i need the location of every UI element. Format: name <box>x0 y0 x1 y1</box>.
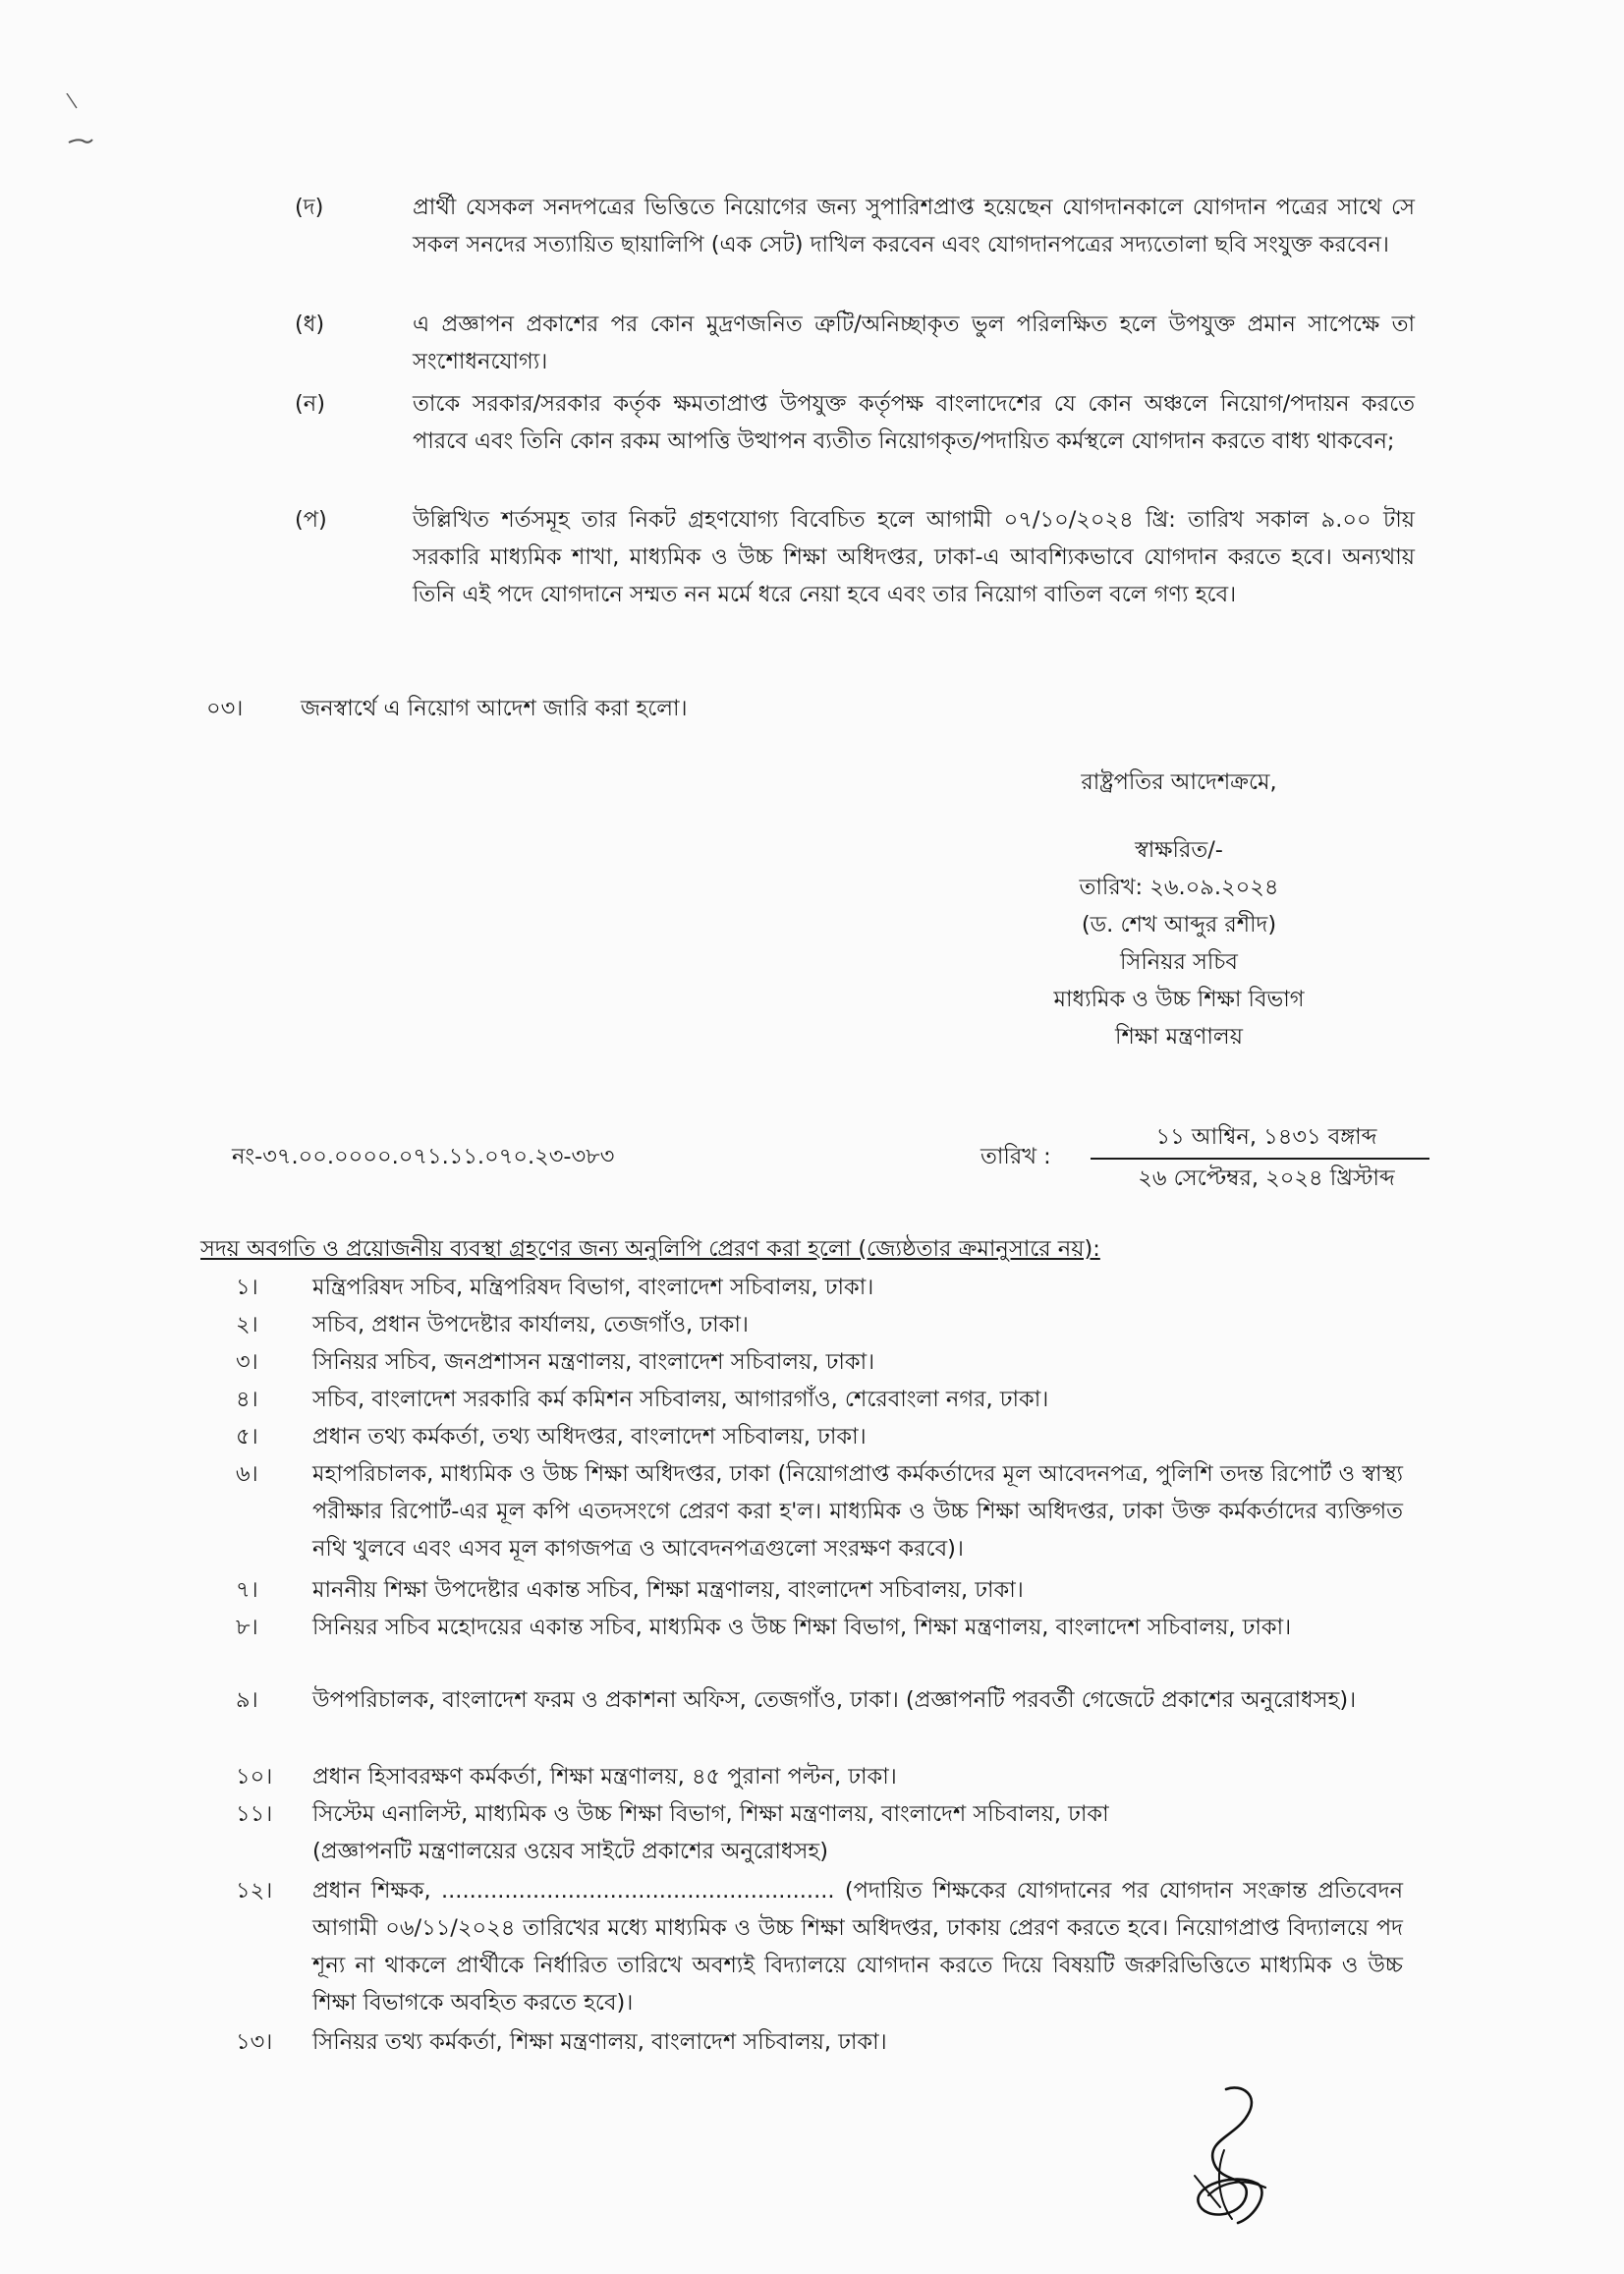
list-text: প্রধান হিসাবরক্ষণ কর্মকর্তা, শিক্ষা মন্ত্রণালয়, ৪৫ পুরানা পল্টন, ঢাকা। <box>312 1764 897 1790</box>
list-text: সচিব, বাংলাদেশ সরকারি কর্ম কমিশন সচিবালয়, আগারগাঁও, শেরেবাংলা নগর, ঢাকা। <box>312 1387 1049 1412</box>
memo-date <box>980 1118 1432 1197</box>
order-line: রাষ্ট্রপতির আদেশক্রমে, <box>1081 769 1277 795</box>
list-number: ৮। <box>236 1615 258 1640</box>
clause-marker: (ধ) <box>295 312 325 337</box>
clause-marker: (প) <box>295 507 327 533</box>
list-text: সচিব, প্রধান উপদেষ্টার কার্যালয়, তেজগাঁও, ঢাকা। <box>312 1312 749 1337</box>
copy-heading: সদয় অবগতি ও প্রয়োজনীয় ব্যবস্থা গ্রহণের জন্য অনুলিপি প্রেরণ করা হলো (জ্যেষ্ঠতার ক্রমানুসারে নয়): <box>200 1236 1100 1262</box>
section-number: ০৩। <box>206 696 244 721</box>
list-text: সিনিয়র সচিব, জনপ্রশাসন মন্ত্রণালয়, বাংলাদেশ সচিবালয়, ঢাকা। <box>312 1349 875 1375</box>
date-bangla: ১১ আশ্বিন, ১৪৩১ বঙ্গাব্দ <box>1155 1124 1377 1150</box>
list-text: সিনিয়র সচিব মহোদয়ের একান্ত সচিব, মাধ্যমিক ও উচ্চ শিক্ষা বিভাগ, শিক্ষা মন্ত্রণালয়, বাংলাদেশ সচিবালয়, ঢাকা। <box>312 1615 1292 1640</box>
clause-text: এ প্রজ্ঞাপন প্রকাশের পর কোন মুদ্রণজনিত ত্রুটি/অনিচ্ছাকৃত ভুল পরিলক্ষিত হলে উপযুক্ত প্রমান সাপেক্ষে তা সংশোধনযোগ্য। <box>413 312 1415 374</box>
signatory-ministry: শিক্ষা মন্ত্রণালয় <box>1115 1024 1243 1050</box>
signatory-designation: সিনিয়র সচিব <box>1120 949 1238 975</box>
sign-date: তারিখ: ২৬.০৯.২০২৪ <box>1079 875 1279 900</box>
date-label: তারিখ : <box>980 1144 1051 1169</box>
list-text <box>312 1795 1403 1870</box>
signatory-block <box>1022 831 1336 1055</box>
list-number: ১। <box>236 1275 258 1300</box>
list-number: ৩। <box>236 1349 258 1375</box>
scan-mark <box>59 93 138 162</box>
list-text: প্রধান তথ্য কর্মকর্তা, তথ্য অধিদপ্তর, বাংলাদেশ সচিবালয়, ঢাকা। <box>312 1424 867 1450</box>
list-text: মহাপরিচালক, মাধ্যমিক ও উচ্চ শিক্ষা অধিদপ্তর, ঢাকা (নিয়োগপ্রাপ্ত কর্মকর্তাদের মূল আবেদনপত্র, পুলিশি তদন্ত রিপোর্ট ও স্বাস্থ্য পরীক্ষার রিপোর্ট-এর মূল কপি এতদসংগে প্রেরণ করা হ'ল। মাধ্যমিক ও উচ্চ শিক্ষা অধিদপ্তর, ঢাকা উক্ত কর্মকর্তাদের ব্যক্তিগত নথি খুলবে এবং এসব মূল কাগজপত্র ও আবেদনপত্রগুলো সংরক্ষণ করবে)। <box>312 1461 1403 1562</box>
list-number: ১২। <box>236 1878 273 1904</box>
list-number: ১০। <box>236 1764 273 1790</box>
list-number: ১৩। <box>236 2029 273 2055</box>
section-text: জনস্বার্থে এ নিয়োগ আদেশ জারি করা হলো। <box>301 696 688 721</box>
signed-note: স্বাক্ষরিত/- <box>1135 837 1223 863</box>
list-text: মন্ত্রিপরিষদ সচিব, মন্ত্রিপরিষদ বিভাগ, বাংলাদেশ সচিবালয়, ঢাকা। <box>312 1275 874 1300</box>
clause-text: প্রার্থী যেসকল সনদপত্রের ভিত্তিতে নিয়োগের জন্য সুপারিশপ্রাপ্ত হয়েছেন যোগদানকালে যোগদান পত্রের সাথে সে সকল সনদের সত্যায়িত ছায়ালিপি (এক সেট) দাখিল করবেন এবং যোগদানপত্রের সদ্যতোলা ছবি সংযুক্ত করবেন। <box>413 195 1415 257</box>
list-number: ৬। <box>236 1461 258 1487</box>
clause-text: উল্লিখিত শর্তসমূহ তার নিকট গ্রহণযোগ্য বিবেচিত হলে আগামী ০৭/১০/২০২৪ খ্রি: তারিখ সকাল ৯.০০ টায় সরকারি মাধ্যমিক শাখা, মাধ্যমিক ও উচ্চ শিক্ষা অধিদপ্তর, ঢাকা-এ আবশ্যিকভাবে যোগদান করতে হবে। অন্যথায় তিনি এই পদে যোগদানে সম্মত নন মর্মে ধরে নেয়া হবে এবং তার নিয়োগ বাতিল বলে গণ্য হবে। <box>413 507 1415 607</box>
signatory-division: মাধ্যমিক ও উচ্চ শিক্ষা বিভাগ <box>1053 987 1305 1012</box>
list-text: মাননীয় শিক্ষা উপদেষ্টার একান্ত সচিব, শিক্ষা মন্ত্রণালয়, বাংলাদেশ সচিবালয়, ঢাকা। <box>312 1577 1024 1603</box>
signatory-name: (ড. শেখ আব্দুর রশীদ) <box>1081 912 1277 938</box>
list-number: ৯। <box>236 1687 258 1713</box>
list-text: উপপরিচালক, বাংলাদেশ ফরম ও প্রকাশনা অফিস, তেজগাঁও, ঢাকা। (প্রজ্ঞাপনটি পরবর্তী গেজেটে প্রকাশের অনুরোধসহ)। <box>312 1687 1357 1713</box>
list-number: ২। <box>236 1312 258 1337</box>
list-text: প্রধান শিক্ষক, ........................................................ (পদায়িত শিক্ষকের যোগদানের পর যোগদান সংক্রান্ত প্রতিবেদন আগামী ০৬/১১/২০২৪ তারিখের মধ্যে মাধ্যমিক ও উচ্চ শিক্ষা অধিদপ্তর, ঢাকায় প্রেরণ করতে হবে। নিয়োগপ্রাপ্ত বিদ্যালয়ে পদ শূন্য না থাকলে প্রার্থীকে নির্ধারিত তারিখে অবশ্যই বিদ্যালয়ে যোগদান করতে দিয়ে বিষয়টি জরুরিভিত্তিতে মাধ্যমিক ও উচ্চ শিক্ষা বিভাগকে অবহিত করতে হবে)। <box>312 1878 1403 2016</box>
list-text-line: (প্রজ্ঞাপনটি মন্ত্রণালয়ের ওয়েব সাইটে প্রকাশের অনুরোধসহ) <box>312 1839 828 1864</box>
list-number: ৭। <box>236 1577 258 1603</box>
handwritten-signature <box>1175 2081 1283 2229</box>
clause-text: তাকে সরকার/সরকার কর্তৃক ক্ষমতাপ্রাপ্ত উপযুক্ত কর্তৃপক্ষ বাংলাদেশের যে কোন অঞ্চলে নিয়োগ/পদায়ন করতে পারবে এবং তিনি কোন রকম আপত্তি উত্থাপন ব্যতীত নিয়োগকৃত/পদায়িত কর্মস্থলে যোগদান করতে বাধ্য থাকবেন; <box>413 391 1415 454</box>
clause-marker: (দ) <box>295 195 324 220</box>
list-text: সিনিয়র তথ্য কর্মকর্তা, শিক্ষা মন্ত্রণালয়, বাংলাদেশ সচিবালয়, ঢাকা। <box>312 2029 887 2055</box>
list-number: ৫। <box>236 1424 258 1450</box>
list-number: ১১। <box>236 1801 273 1827</box>
date-gregorian: ২৬ সেপ্টেম্বর, ২০২৪ খ্রিস্টাব্দ <box>1138 1165 1395 1191</box>
memo-number: নং-৩৭.০০.০০০০.০৭১.১১.০৭০.২৩-৩৮৩ <box>232 1144 615 1169</box>
list-number: ৪। <box>236 1387 258 1412</box>
clause-marker: (ন) <box>295 391 325 417</box>
list-text-line: সিস্টেম এনালিস্ট, মাধ্যমিক ও উচ্চ শিক্ষা বিভাগ, শিক্ষা মন্ত্রণালয়, বাংলাদেশ সচিবালয়, ঢাকা <box>312 1801 1109 1827</box>
